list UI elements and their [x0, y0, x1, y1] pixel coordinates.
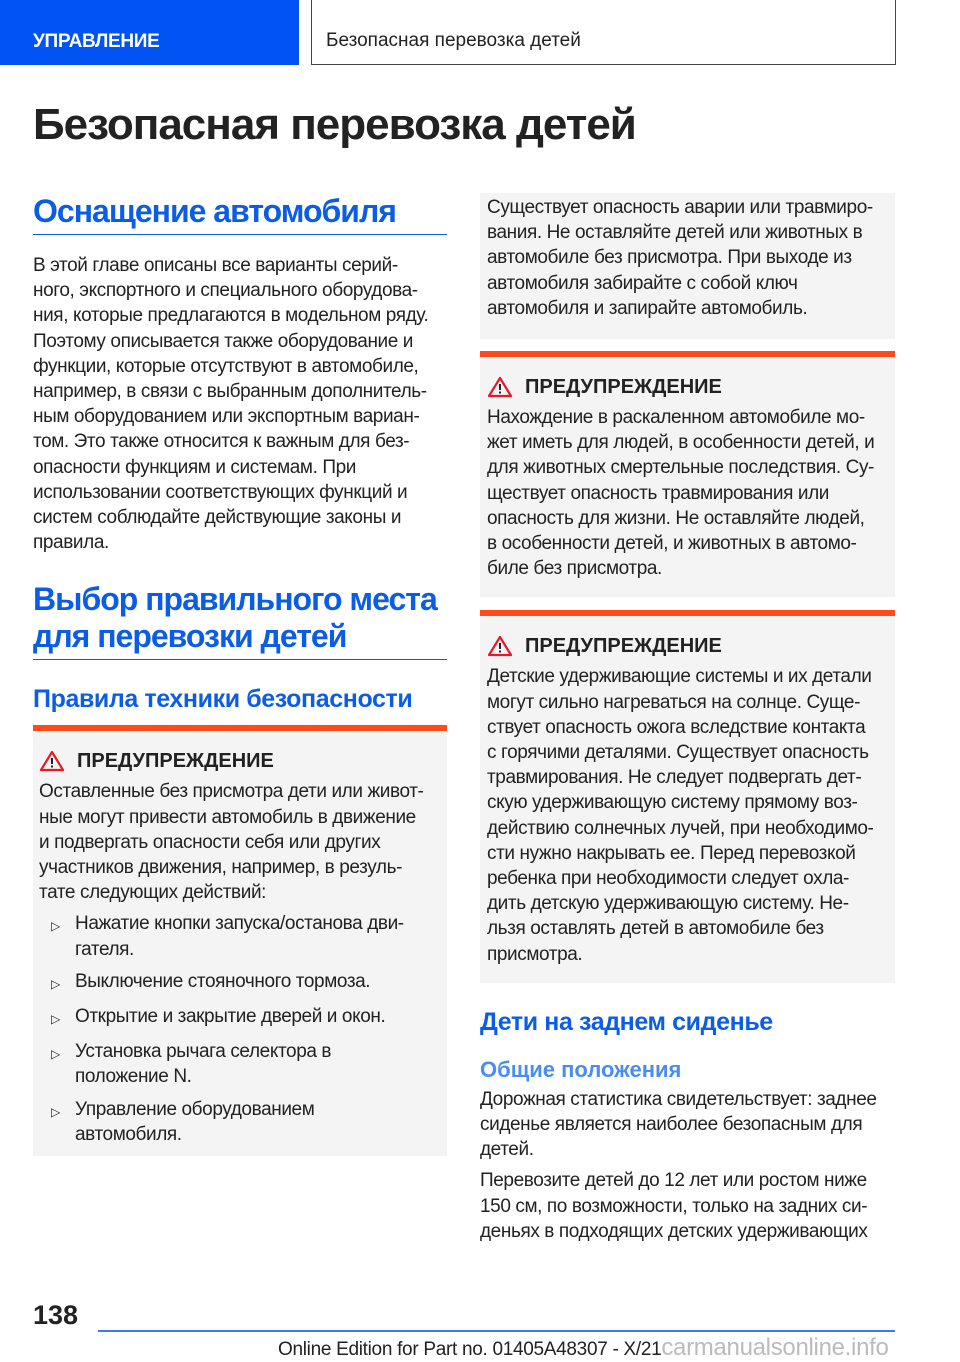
warning-text: Оставленные без присмотра дети или живот- ные могут привести автомобиль в движение и подвергать опасности себя или других участников движения, например, в резуль- тате следующих действий: [39, 781, 424, 904]
bullet-triangle-icon: ▷ [51, 1047, 61, 1062]
footer-edition [278, 1334, 889, 1362]
warning-triangle-icon [487, 376, 513, 398]
edition-text: Online Edition for Part no. 01405A48307 - X/21 [278, 1339, 662, 1360]
right-column [480, 193, 895, 1244]
paragraph-equipment: В этой главе описаны все варианты серий- ного, экспортного и специального оборудова- ния, которые предлагаются в модельном ряду. Поэтому описывается также оборудование и функции, которые отсутствуют в автомобиле, например, в связи с выбранным дополнитель- ным оборудованием или экспортным вариан- том. Это также относится к важным для без- опасности функциям и системам. При использовании соответствующих функций и систем соблюдайте действующие законы и правила. [33, 255, 429, 554]
warning-title: ПРЕДУПРЕЖДЕНИЕ [525, 376, 722, 399]
bullet-triangle-icon: ▷ [51, 919, 61, 934]
warning-header [487, 634, 889, 658]
list-item [39, 969, 443, 997]
heading-safety-rules: Правила техники безопасности [33, 685, 413, 714]
warning-box-3 [480, 616, 895, 982]
warning-triangle-icon [39, 750, 65, 772]
warning-box-2 [480, 357, 895, 597]
bullet-triangle-icon: ▷ [51, 1104, 61, 1119]
warning-list [39, 911, 443, 1147]
heading-general: Общие положения [480, 1056, 682, 1082]
paragraph-statistics: Дорожная статистика свидетельствует: заднее сиденье является наиболее безопасным для детей. [480, 1088, 877, 1161]
page-number: 138 [33, 1300, 79, 1330]
list-item-text: Управление оборудованием автомобиля. [75, 1098, 315, 1145]
list-item-text: Открытие и закрытие дверей и окон. [75, 1006, 386, 1028]
list-item [39, 1004, 443, 1032]
list-item-text: Нажатие кнопки запуска/останова дви- гателя. [75, 913, 404, 960]
list-item-text: Выключение стояночного тормоза. [75, 970, 371, 992]
list-item-text: Установка рычага селектора в положение N. [75, 1041, 332, 1088]
heading-rear-seat: Дети на заднем сиденье [480, 1007, 773, 1036]
bullet-triangle-icon: ▷ [51, 1012, 61, 1027]
warning-header [487, 375, 889, 399]
watermark: carmanualsonline.info [661, 1334, 889, 1361]
warning-header [39, 749, 443, 773]
warning-title: ПРЕДУПРЕЖДЕНИЕ [525, 635, 722, 658]
footer-divider [98, 1330, 895, 1332]
warning-text: Нахождение в раскаленном автомобиле мо- жет иметь для людей, в особенности детей, и для животных смертельные последствия. Су- ществует опасность травмирования или опасность для жизни. Не оставляйте людей, в особенности детей, и животных в автомо- биле без присмотра. [487, 407, 875, 580]
left-column [33, 193, 447, 1156]
list-item [39, 1097, 443, 1147]
list-item [39, 1039, 443, 1089]
warning-text: Детские удерживающие системы и их детали могут сильно нагреваться на солнце. Суще- ствует опасность ожога вследствие контакта с горячими деталями. Существует опасность травмирования. Не следует подвергать дет- скую удерживающую систему прямому воз- действию солнечных лучей, при необходимо- сти нужно накрывать ее. Перед перевозкой ребенка при необходимости следует охла- дить детскую удерживающую систему. Не- льзя оставлять детей в автомобиле без присмотра. [487, 666, 874, 965]
warning-title: ПРЕДУПРЕЖДЕНИЕ [77, 750, 274, 773]
list-item [39, 911, 443, 961]
paragraph-children-age: Перевозите детей до 12 лет или ростом ниже 150 см, по возможности, только на задних си- деньях в подходящих детских удерживающих [480, 1170, 868, 1242]
page-title: Безопасная перевозка детей [33, 100, 636, 149]
heading-equipment: Оснащение автомобиля [33, 193, 447, 235]
bullet-triangle-icon: ▷ [51, 976, 61, 991]
warning-continuation: Существует опасность аварии или травмиро- вания. Не оставляйте детей или животных в автомобиле без присмотра. При выходе из автомобиля забирайте с собой ключ автомобиля и запирайте автомобиль. [480, 193, 895, 339]
breadcrumb: Безопасная перевозка детей [311, 0, 896, 65]
section-tab: УПРАВЛЕНИЕ [0, 0, 299, 65]
warning-triangle-icon [487, 635, 513, 657]
warning-box-1 [33, 731, 447, 1156]
heading-place: Выбор правильного места для перевозки детей [33, 581, 447, 660]
